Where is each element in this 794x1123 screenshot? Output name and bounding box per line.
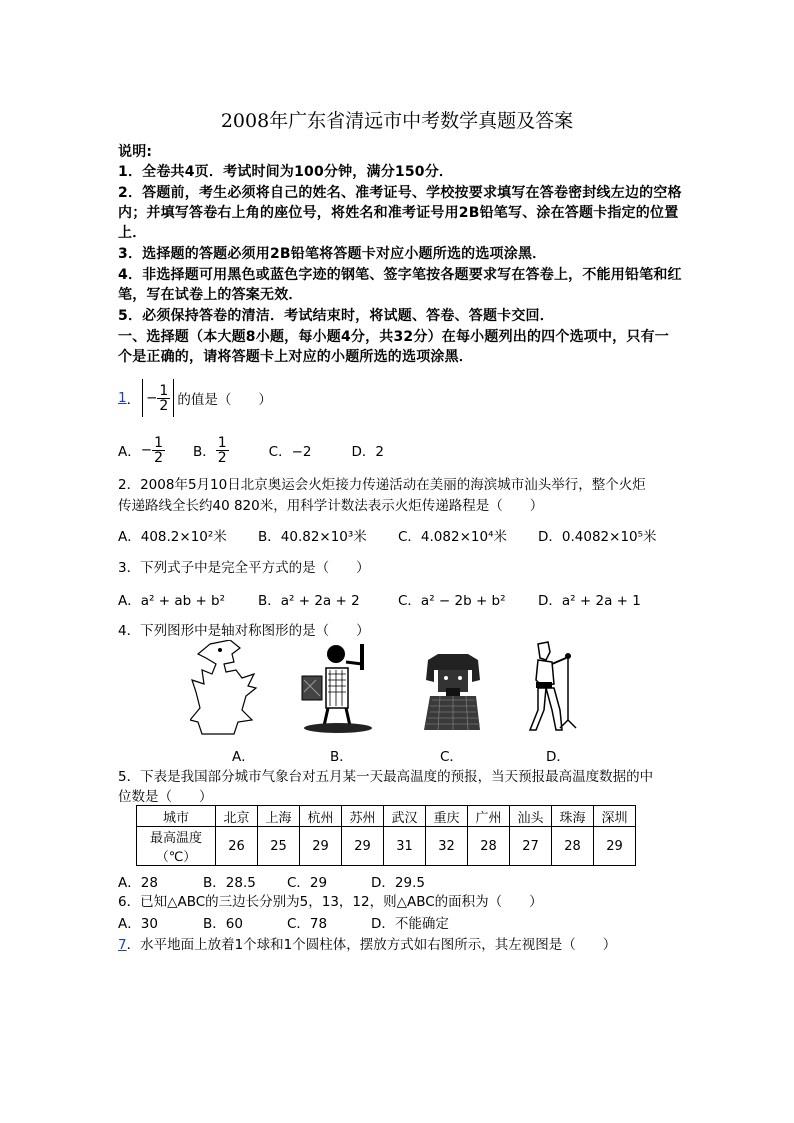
q1-option-a-label: A． [118, 444, 141, 460]
table-cell: 广州 [468, 806, 510, 827]
q5-option-d: D．29.5 [371, 875, 425, 891]
table-cell: 上海 [258, 806, 300, 827]
question-7-number-link[interactable]: 7 [118, 937, 127, 953]
q6-option-c: C．78 [287, 916, 328, 932]
figure-label-b: B． [330, 749, 353, 765]
q3-option-d: D．a² + 2a + 1 [538, 593, 641, 609]
instruction-line: 2．答题前，考生必须将自己的姓名、准考证号、学校按要求填写在答卷密封线左边的空格 [118, 185, 682, 201]
table-cell: 重庆 [426, 806, 468, 827]
instructions-heading: 说明: [118, 144, 153, 160]
table-cell: 27 [510, 827, 552, 866]
abs-value-expression [142, 379, 174, 417]
table-cell: 北京 [216, 806, 258, 827]
instruction-line: 内；并填写答卷右上角的座位号，将姓名和准考证号用2B铅笔写、涂在答题卡指定的位置 [118, 205, 679, 221]
q1-dot: ． [126, 392, 141, 408]
figure-label-d: D． [546, 749, 570, 765]
q2-option-a: A．408.2×10²米 [118, 529, 227, 545]
table-cell: 25 [258, 827, 300, 866]
table-row [137, 827, 636, 866]
question-6: 6．已知△ABC的三边长分别为5，13，12，则△ABC的面积为（ ） [118, 894, 543, 910]
question-4: 4．下列图形中是轴对称图形的是（ ） [118, 623, 370, 639]
q1-option-b-label: B． [192, 444, 216, 460]
figure-b-warrior [300, 640, 380, 735]
question-3: 3．下列式子中是完全平方式的是（ ） [118, 560, 370, 576]
question-1-number-link[interactable]: 1 [118, 390, 127, 406]
q1-stem-text: 的值是（ ） [177, 392, 272, 408]
q1-option-b-fraction: $\frac{1}{2}$ [217, 434, 227, 466]
fraction: $\frac{1}{2}$ [159, 382, 169, 414]
table-cell: 26 [216, 827, 258, 866]
table-cell: 29 [300, 827, 342, 866]
instruction-line: 笔，写在试卷上的答案无效． [118, 287, 303, 303]
q2-option-c: C．4.082×10⁴米 [398, 529, 507, 545]
instruction-line: 3．选择题的答题必须用2B铅笔将答题卡对应小题所选的选项涂黑． [118, 246, 547, 262]
q6-option-a: A．30 [118, 916, 158, 932]
instruction-line: 上． [118, 225, 147, 241]
question-5-line: 位数是（ ） [118, 789, 213, 805]
instruction-line: 1．全卷共4页．考试时间为100分钟，满分150分． [118, 164, 454, 180]
question-2-line: 2．2008年5月10日北京奥运会火炬接力传递活动在美丽的海滨城市汕头举行，整个火炬 [118, 477, 646, 493]
q3-option-b: B．a² + 2a + 2 [258, 593, 360, 609]
table-cell: 29 [594, 827, 636, 866]
q6-option-d: D．不能确定 [371, 916, 449, 932]
q1-option-a-fraction: $\frac{1}{2}$ [154, 434, 163, 466]
q1-option-a-sign: − [140, 442, 153, 458]
q6-option-b: B．60 [203, 916, 243, 932]
q3-option-a: A．a² + ab + b² [118, 593, 226, 609]
q1-option-c: C．−2 [268, 444, 312, 460]
figure-label-a: A． [232, 749, 255, 765]
section-heading: 个是正确的，请将答题卡上对应的小题所选的选项涂黑． [118, 349, 473, 365]
q2-option-d: D．0.4082×10⁵米 [538, 529, 657, 545]
instruction-line: 4．非选择题可用黑色或蓝色字迹的钢笔、签字笔按各题要求写在答卷上，不能用铅笔和红 [118, 267, 682, 283]
table-cell: 城市 [137, 806, 216, 827]
table-cell: 杭州 [300, 806, 342, 827]
table-cell: 珠海 [552, 806, 594, 827]
q2-option-b: B．40.82×10³米 [258, 529, 367, 545]
figure-d-singer [520, 640, 590, 735]
q5-option-c: C．29 [287, 875, 328, 891]
section-heading: 一、选择题（本大题8小题，每小题4分，共32分）在每小题列出的四个选项中，只有一 [118, 329, 669, 345]
q3-option-c: C．a² − 2b + b² [398, 593, 506, 609]
table-cell: 31 [384, 827, 426, 866]
q5-option-b: B．28.5 [203, 875, 256, 891]
question-7 [118, 933, 616, 953]
table-cell: 28 [468, 827, 510, 866]
q1-option-d: D．2 [351, 444, 384, 460]
q5-option-a: A．28 [118, 875, 158, 891]
instruction-line: 5．必须保持答卷的清洁．考试结束时，将试题、答卷、答题卡交回． [118, 308, 554, 324]
table-cell: 深圳 [594, 806, 636, 827]
figure-a-tree-bird [190, 640, 268, 735]
figure-label-c: C． [440, 749, 463, 765]
figure-c-dog [420, 640, 486, 735]
minus-sign: − [146, 390, 158, 406]
table-row-label: 最高温度 （℃） [137, 827, 216, 866]
q1-options [118, 430, 384, 470]
table-cell: 汕头 [510, 806, 552, 827]
table-cell: 苏州 [342, 806, 384, 827]
table-cell: 28 [552, 827, 594, 866]
table-cell: 武汉 [384, 806, 426, 827]
question-5-line: 5．下表是我国部分城市气象台对五月某一天最高温度的预报，当天预报最高温度数据的中 [118, 769, 654, 785]
question-2-line: 传递路线全长约40 820米，用科学计数法表示火炬传递路程是（ ） [118, 498, 544, 514]
table-header-row [137, 806, 636, 827]
table-cell: 29 [342, 827, 384, 866]
temperature-table [136, 805, 636, 866]
q7-stem-text: ．水平地面上放着1个球和1个圆柱体，摆放方式如右图所示，其左视图是（ ） [126, 937, 617, 953]
table-cell: 32 [426, 827, 468, 866]
question-1 [118, 378, 272, 418]
page-title: 2008年广东省清远市中考数学真题及答案 [220, 110, 574, 132]
